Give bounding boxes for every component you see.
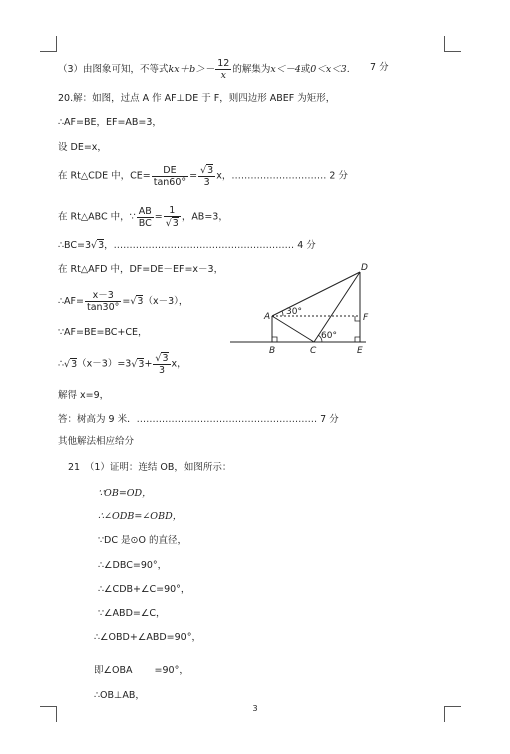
right-angle-f [355,316,360,321]
q20-line-4: 在 Rt△CDE 中，CE= $\frac{DE}{\tan 60^\circ}$ = $\frac{√3}{3}$ x，………………………… 2 分 [58,164,348,188]
q20-line-11: 解得 x=9， [58,390,110,401]
q20-line-6: ∴BC=3√3，………………………………………………… 4 分 [58,240,316,251]
part3-solution-1: x＜－4 [270,64,301,75]
q20-line-2: ∴AF=BE，EF=AB=3， [58,117,162,128]
q21-line-9: 即∠OBA =90°， [94,665,189,676]
page-number: 3 [252,704,258,713]
right-angle-b [272,337,277,342]
segment-ac [272,316,314,342]
leader-dots: ………………………… [231,170,327,182]
q20-line-9: ∵AF=BE=BC+CE， [58,327,148,338]
label-a: A [264,312,271,322]
q20-line-7: 在 Rt△AFD 中，DF=DE－EF=x－3， [58,264,224,275]
part3-fraction: $\frac{12}{x}$ [217,58,230,81]
ce-fraction-1: $\frac{DE}{\tan 60^\circ}$ [153,164,187,188]
right-angle-e [355,337,360,342]
q20-line-10: ∴√3（x－3）=3√3+ $\frac{√3}{3}$ x， [58,353,187,376]
angle-label-30: 30° [286,307,302,317]
q21-line-7: ∵∠ABD=∠C， [98,608,166,619]
q21-line-4: ∵DC 是⊙O 的直径， [98,535,187,546]
q20-line-8: ∴AF= $\frac{x-3}{\tan 30^\circ}$ =√3（x－3）， [58,290,189,313]
crop-mark-top-left [56,36,57,52]
part3-lead: （3）由图象可知，不等式 [58,64,169,75]
q20-line-3: 设 DE=x， [58,142,107,153]
part3-text-mid: 的解集为 [232,64,271,75]
label-c: C [310,346,317,356]
q21-line-3: ∴∠ODB=∠OBD， [98,511,183,522]
af-fraction: $\frac{x-3}{\tan 30^\circ}$ [86,290,120,313]
leader-dots: ………………………………………………… [113,240,295,251]
q21-line-5: ∴∠DBC=90°， [98,560,168,571]
part3-line [58,58,350,81]
label-d: D [361,263,368,273]
q21-line-2: ∵OB=OD， [98,488,152,499]
part3-expr-left: kx＋b＞－ [168,64,215,75]
label-e: E [357,346,363,356]
q21-line-6: ∴∠CDB+∠C=90°， [98,584,191,595]
q20-score-2: 2 分 [329,170,348,182]
part3-or: 或 [300,64,311,75]
leader-dots: ………………………………………………… [136,414,318,425]
one-over-root3-fraction: $\frac{1}{√3}$ [165,205,179,229]
label-f: F [363,313,369,323]
q20-score-7: 7 分 [320,414,339,425]
q20-score-4: 4 分 [297,240,316,251]
q20-line-13: 其他解法相应给分 [58,436,135,447]
part3-score: 7 分 [370,62,389,73]
angle-label-60: 60° [321,331,337,341]
q20-line-12: 答：树高为 9 米．………………………………………………… 7 分 [58,414,339,425]
q20-line-5: 在 Rt△ABC 中，∵ $\frac{AB}{BC}$ = $\frac{1}{√3}$ ，AB=3， [58,205,228,229]
q21-line-1: 21 （1）证明：连结 OB，如图所示： [68,462,232,473]
q20-line-1: 20.解：如图，过点 A 作 AF⊥DE 于 F，则四边形 ABEF 为矩形， [58,93,336,104]
q21-line-8: ∴∠OBD+∠ABD=90°， [94,632,201,643]
angle-arc-a [282,311,283,316]
crop-mark-top-left [40,51,56,52]
crop-mark-top-right [445,51,461,52]
ab-bc-fraction: $\frac{AB}{BC}$ [138,205,152,229]
root3-over-3-fraction: $\frac{√3}{3}$ [155,353,169,376]
q21-line-10: ∴OB⊥AB， [94,690,145,701]
part3-solution-2: 0＜x＜3. [310,64,350,75]
ce-fraction-2: $\frac{√3}{3}$ [200,165,214,188]
geometry-figure [230,262,370,360]
crop-mark-top-right [444,36,445,52]
label-b: B [269,346,276,356]
